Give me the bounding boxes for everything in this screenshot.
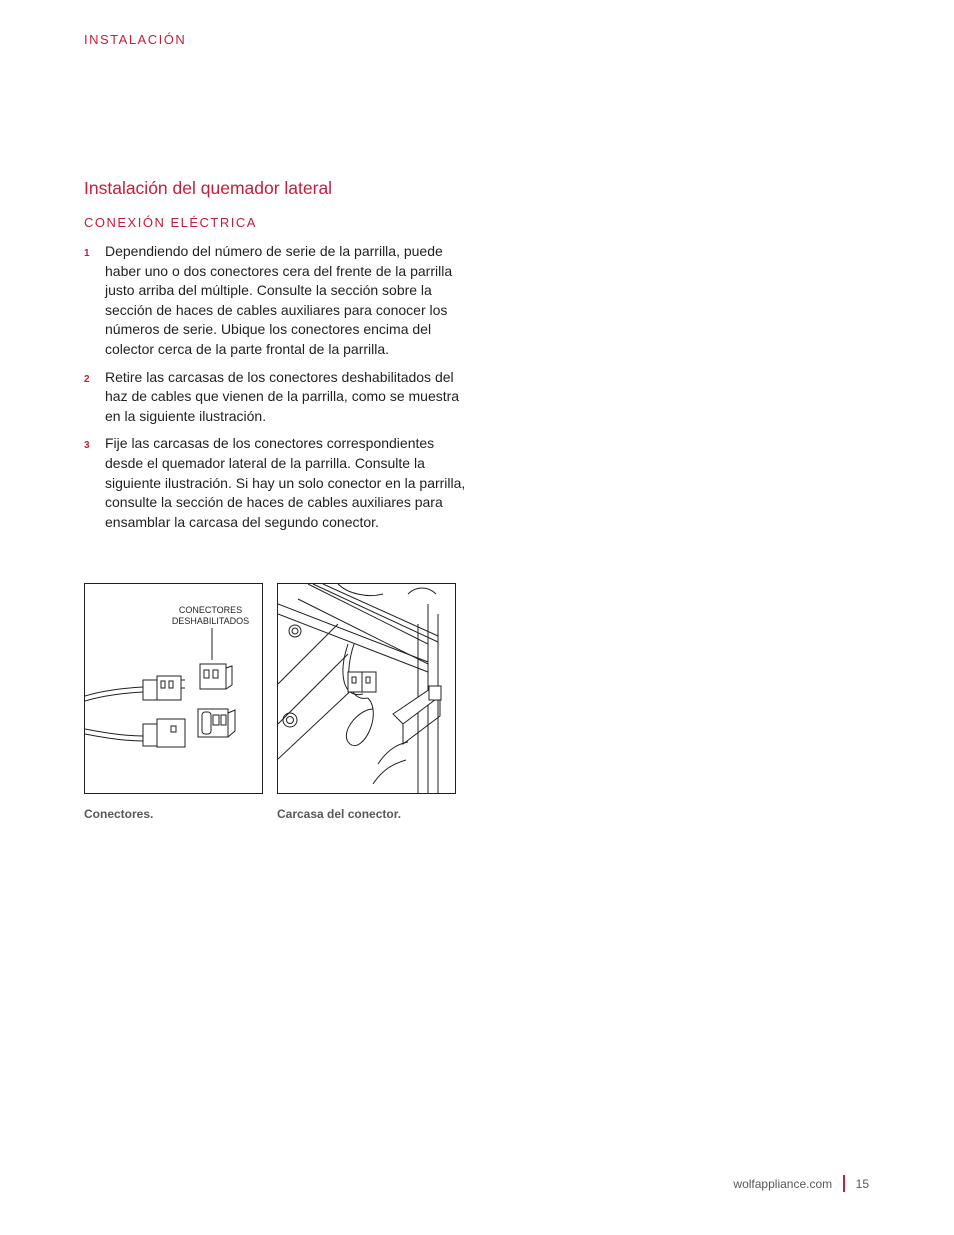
figure-caption-housing: Carcasa del conector. [277,807,402,821]
step-2 [84,368,474,427]
step-text: Fije las carcasas de los conectores correspondientes desde el quemador lateral de la parrilla. Consulte la siguiente ilustración. Si hay un solo conector en la parrilla, consulte la sección de haces de cables auxiliares para ensamblar la carcasa del segundo conector. [105,435,466,530]
connector-housing-illustration [277,583,456,794]
page-title: Instalación del quemador lateral [84,178,333,198]
footer-divider [843,1175,845,1192]
section-label: INSTALACIÓN [84,32,187,47]
website-link[interactable]: wolfappliance.com [733,1176,833,1191]
page-number: 15 [855,1176,869,1191]
connectors-illustration [84,583,263,794]
label-line-2: DESHABILITADOS [171,616,250,626]
step-text: Dependiendo del número de serie de la parrilla, puede haber uno o dos conectores cera del frente de la parrilla justo arriba del múltiple. Consulte la sección sobre la sección de haces de cables auxiliares para conocer los números de serie. Ubique los conectores encima del colector cerca de la parte frontal de la parrilla. [105,243,453,357]
instruction-list [84,242,474,540]
housing-drawing [278,584,455,793]
step-3 [84,434,474,532]
label-line-1: CONECTORES [178,605,243,615]
step-number: 2 [84,373,90,385]
page-footer [733,1175,869,1192]
figure-caption-connectors: Conectores. [84,807,154,821]
step-number: 1 [84,248,90,259]
step-text: Retire las carcasas de los conectores deshabilitados del haz de cables que vienen de la parrilla, como se muestra en la siguiente ilustración. [105,368,460,424]
connectors-drawing [85,584,262,793]
step-1 [84,242,474,360]
step-number: 3 [84,440,90,452]
subheading: CONEXIÓN ELÉCTRICA [84,215,257,230]
